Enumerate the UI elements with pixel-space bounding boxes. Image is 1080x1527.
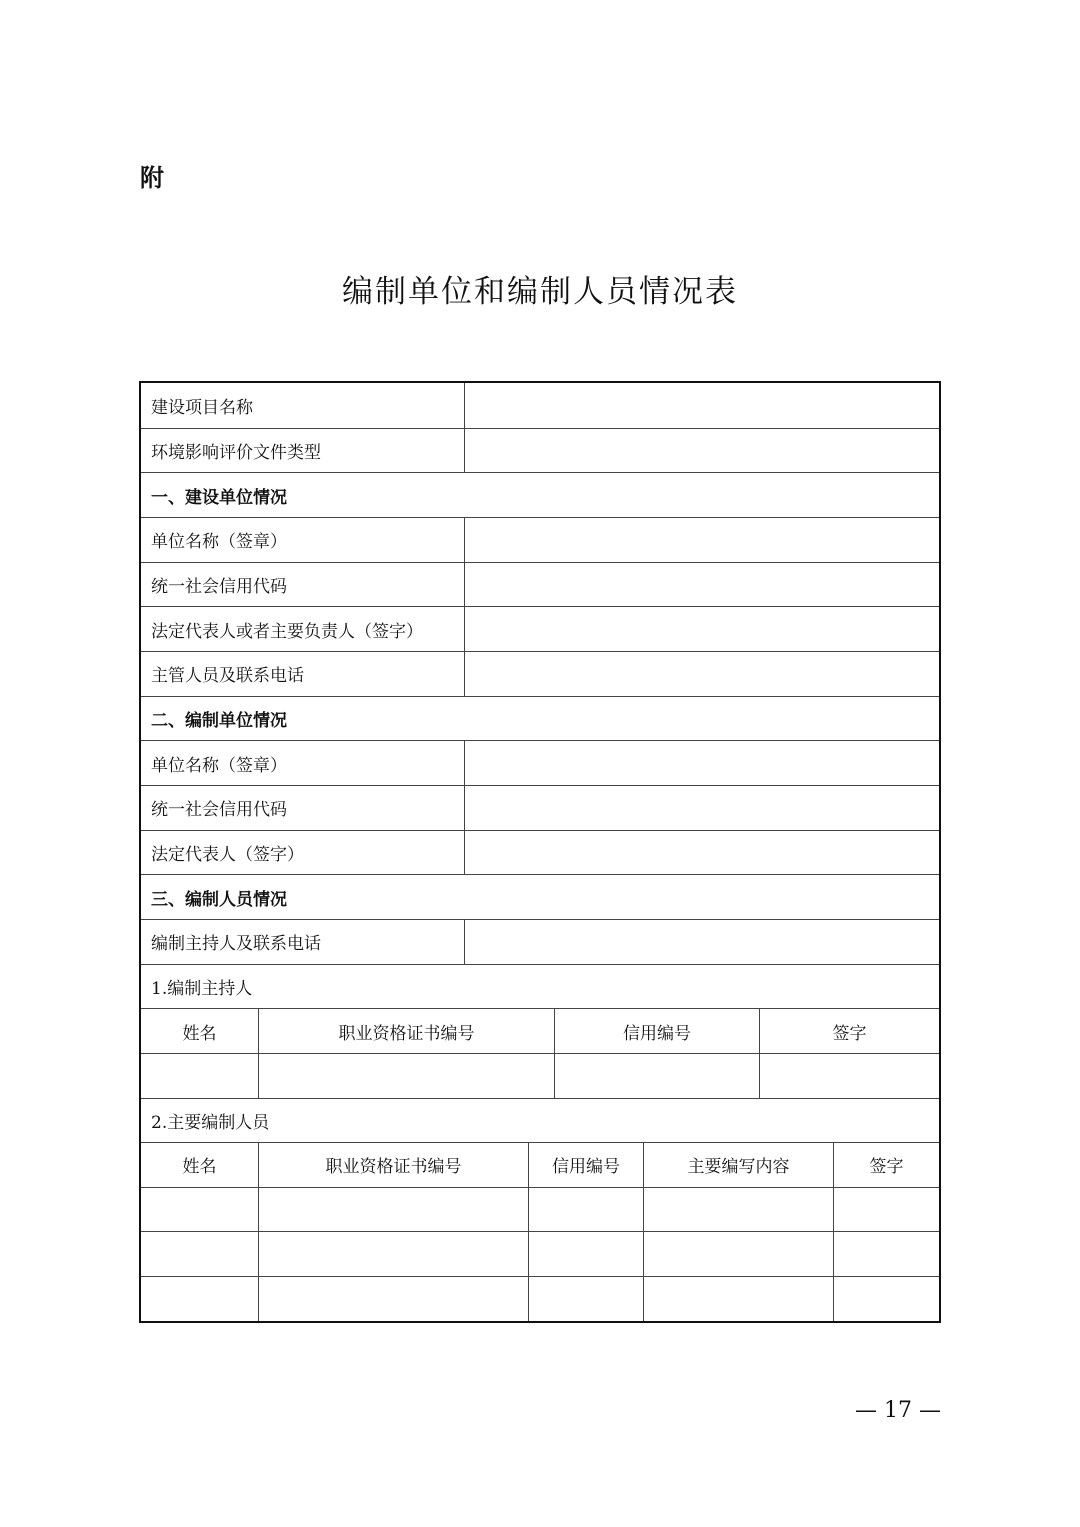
table-row [141,562,939,607]
table-row [141,919,939,964]
column-header: 职业资格证书编号 [258,1143,528,1187]
subsection-row [141,1098,939,1143]
table-row [141,383,939,428]
value-cell[interactable] [833,1277,939,1321]
value-cell[interactable] [464,429,939,473]
value-cell[interactable] [643,1188,833,1232]
value-cell[interactable] [464,831,939,875]
value-cell[interactable] [141,1232,258,1276]
table-row [141,830,939,875]
value-cell[interactable] [141,1188,258,1232]
label: 单位名称（签章） [151,532,287,553]
section-row [141,874,939,919]
table-row [141,1276,939,1321]
label: 法定代表人或者主要负责人（签字） [151,621,423,642]
value-cell[interactable] [643,1232,833,1276]
value-cell[interactable] [464,383,939,428]
label: 统一社会信用代码 [151,800,287,821]
table-row [141,1053,939,1098]
subsection-header: 1.编制主持人 [151,978,253,999]
value-cell[interactable] [464,607,939,651]
value-cell[interactable] [528,1277,643,1321]
label: 编制主持人及联系电话 [151,934,321,955]
value-cell[interactable] [464,563,939,607]
value-cell[interactable] [528,1188,643,1232]
header-row [141,1142,939,1187]
section-row [141,472,939,517]
subsection-header: 2.主要编制人员 [151,1112,270,1133]
attachment-label: 附 [140,164,164,192]
column-header: 姓名 [182,1157,217,1178]
value-cell[interactable] [833,1232,939,1276]
value-cell[interactable] [464,652,939,696]
table-row [141,517,939,562]
value-cell[interactable] [258,1054,554,1098]
section-header: 三、编制人员情况 [151,889,287,910]
subsection-row [141,964,939,1009]
column-header: 信用编号 [528,1143,643,1187]
label: 法定代表人（签字） [151,844,304,865]
table-row [141,606,939,651]
value-cell[interactable] [643,1277,833,1321]
column-header: 主要编写内容 [643,1143,833,1187]
value-cell[interactable] [554,1054,759,1098]
value-cell[interactable] [258,1188,528,1232]
label-project-name: 建设项目名称 [151,397,253,418]
column-header: 信用编号 [554,1009,759,1053]
column-header: 姓名 [182,1023,217,1044]
value-cell[interactable] [141,1054,258,1098]
value-cell[interactable] [258,1277,528,1321]
label: 主管人员及联系电话 [151,666,304,687]
section-header: 二、编制单位情况 [151,710,287,731]
column-header: 职业资格证书编号 [258,1009,554,1053]
value-cell[interactable] [759,1054,939,1098]
table-row [141,651,939,696]
table-row [141,428,939,473]
value-cell[interactable] [833,1188,939,1232]
value-cell[interactable] [141,1277,258,1321]
label: 统一社会信用代码 [151,576,287,597]
table-row [141,1187,939,1232]
table-row [141,785,939,830]
table-row [141,740,939,785]
section-header: 一、建设单位情况 [151,487,287,508]
value-cell[interactable] [528,1232,643,1276]
value-cell[interactable] [464,920,939,964]
page-number: — 17 — [855,1398,941,1423]
value-cell[interactable] [258,1232,528,1276]
column-header: 签字 [759,1009,939,1053]
label-doc-type: 环境影响评价文件类型 [151,442,321,463]
info-table [139,381,941,1323]
value-cell[interactable] [464,741,939,785]
value-cell[interactable] [464,786,939,830]
table-row [141,1231,939,1276]
column-header: 签字 [833,1143,939,1187]
label: 单位名称（签章） [151,755,287,776]
value-cell[interactable] [464,518,939,562]
header-row [141,1008,939,1053]
page-title: 编制单位和编制人员情况表 [342,274,738,310]
section-row [141,696,939,741]
